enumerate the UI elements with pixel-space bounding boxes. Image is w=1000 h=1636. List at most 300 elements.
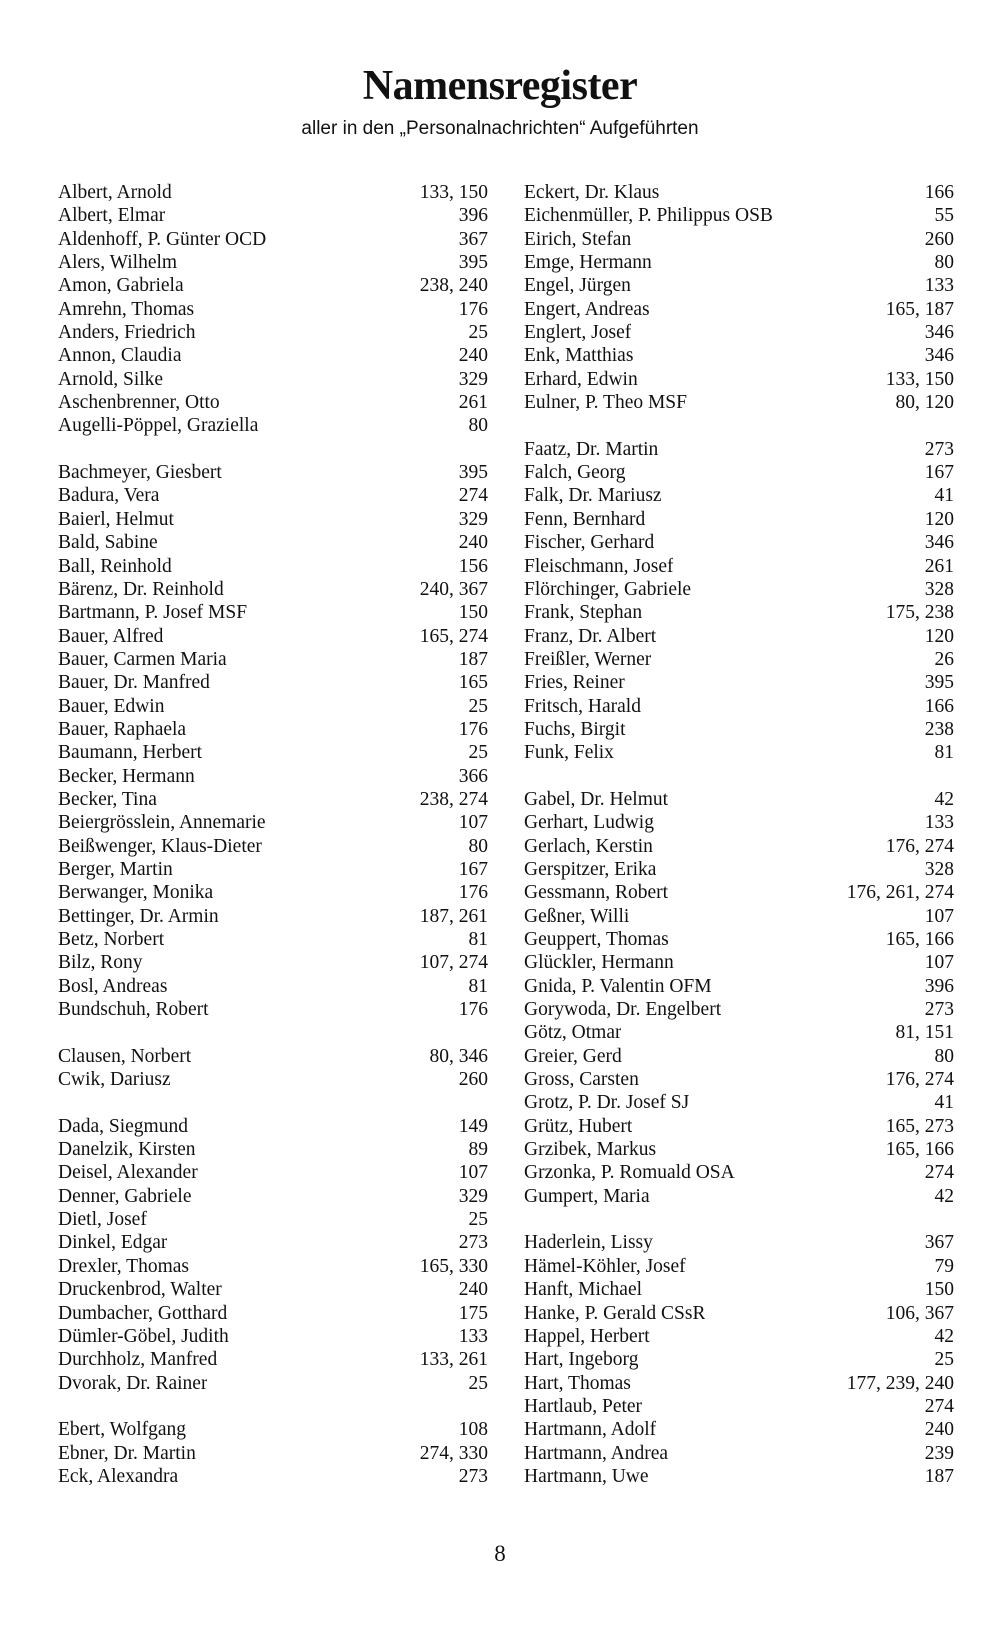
entry-pages: 273 [924,999,954,1021]
index-entry [58,975,488,998]
entry-pages: 395 [458,462,488,484]
entry-pages: 25 [468,1372,488,1394]
entry-name: Happel, Herbert [524,1325,650,1347]
entry-name: Falch, Georg [524,462,626,484]
entry-pages: 26 [934,648,954,670]
entry-name: Fuchs, Birgit [524,718,626,740]
entry-name: Berger, Martin [58,858,173,880]
entry-name: Gessmann, Robert [524,882,669,904]
entry-name: Danelzik, Kirsten [58,1139,196,1161]
entry-pages: 80 [934,252,954,274]
index-entry [58,905,488,928]
index-entry [58,1302,488,1325]
entry-pages: 329 [458,508,488,530]
entry-name: Dada, Siegmund [58,1115,188,1137]
entry-name: Freißler, Werner [524,648,652,670]
entry-pages: 274 [924,1162,954,1184]
index-entry [524,1115,954,1138]
entry-pages: 260 [458,1069,488,1091]
entry-name: Bachmeyer, Giesbert [58,462,222,484]
entry-name: Bilz, Rony [58,952,143,974]
entry-name: Eulner, P. Theo MSF [524,392,687,414]
index-entry [524,811,954,834]
entry-pages: 395 [458,252,488,274]
page-subtitle: aller in den „Personalnachrichten“ Aufgeführten [301,118,699,139]
index-entry [524,1302,954,1325]
index-column-right [524,181,954,1488]
index-entry [58,881,488,904]
entry-pages: 133, 150 [885,368,954,390]
index-entry [58,835,488,858]
entry-pages: 133 [924,275,954,297]
index-entry [58,1231,488,1254]
entry-name: Faatz, Dr. Martin [524,438,659,460]
entry-pages: 106, 367 [885,1302,954,1324]
index-entry [58,1115,488,1138]
page-title: Namensregister [362,63,638,109]
index-entry [524,1372,954,1395]
index-entry [524,695,954,718]
entry-name: Alers, Wilhelm [58,252,178,274]
index-entry [524,718,954,741]
index-entry [58,811,488,834]
entry-name: Bald, Sabine [58,532,158,554]
index-entry [524,788,954,811]
index-entry [524,1325,954,1348]
entry-name: Gerlach, Kerstin [524,835,653,857]
entry-name: Ebner, Dr. Martin [58,1442,196,1464]
entry-pages: 81 [468,929,488,950]
entry-pages: 187 [458,648,488,670]
entry-pages: 120 [924,625,954,647]
entry-pages: 328 [924,578,954,600]
entry-pages: 165, 274 [419,625,488,647]
entry-pages: 55 [934,205,954,227]
entry-pages: 273 [924,438,954,460]
entry-pages: 395 [924,672,954,694]
index-entry [58,228,488,251]
entry-pages: 238, 240 [419,275,488,297]
index-entry [524,228,954,251]
entry-pages: 42 [934,1325,954,1347]
entry-name: Bauer, Carmen Maria [58,648,227,670]
entry-pages: 329 [458,1185,488,1207]
entry-name: Hanft, Michael [524,1279,643,1301]
entry-pages: 80, 120 [895,392,954,414]
index-entry [524,461,954,484]
entry-pages: 81 [468,975,488,997]
index-entry [524,1348,954,1371]
entry-pages: 80, 346 [429,1045,488,1067]
index-entry [524,1442,954,1465]
index-entry [58,1442,488,1465]
index-entry [58,788,488,811]
index-entry [524,1395,954,1418]
entry-name: Hartmann, Uwe [524,1465,649,1487]
entry-name: Engert, Andreas [524,298,650,320]
entry-name: Englert, Josef [524,322,632,344]
entry-pages: 165, 330 [419,1255,488,1277]
index-entry [524,951,954,974]
index-entry [58,1348,488,1371]
entry-pages: 176, 274 [885,835,954,857]
entry-pages: 396 [458,205,488,227]
index-entry [58,1325,488,1348]
entry-pages: 80 [468,835,488,857]
entry-pages: 41 [934,1092,954,1114]
entry-name: Funk, Felix [524,742,614,764]
index-entry [524,1418,954,1441]
index-entry [58,1161,488,1184]
entry-pages: 260 [924,228,954,250]
entry-name: Greier, Gerd [524,1045,622,1067]
index-entry [58,344,488,367]
entry-name: Cwik, Dariusz [58,1069,171,1091]
entry-name: Anders, Friedrich [58,322,196,344]
index-entry [524,321,954,344]
entry-pages: 240 [458,345,488,367]
entry-pages: 187, 261 [419,905,488,927]
index-entry [58,531,488,554]
index-entry [524,1185,954,1208]
index-entry [524,928,954,951]
entry-pages: 167 [924,462,954,484]
index-entry [58,1138,488,1161]
index-entry [58,391,488,414]
entry-name: Dumbacher, Gotthard [58,1302,228,1324]
index-entry [524,1138,954,1161]
entry-name: Augelli-Pöppel, Graziella [58,415,259,437]
entry-name: Bauer, Edwin [58,695,165,717]
index-entry [58,508,488,531]
entry-name: Grotz, P. Dr. Josef SJ [524,1092,690,1114]
entry-name: Fritsch, Harald [524,695,641,717]
entry-name: Dümler-Göbel, Judith [58,1325,229,1347]
entry-pages: 273 [458,1232,488,1254]
entry-name: Geuppert, Thomas [524,929,669,950]
index-entry [58,765,488,788]
entry-pages: 176 [458,999,488,1021]
index-entry [524,835,954,858]
entry-pages: 346 [924,345,954,367]
index-entry [58,858,488,881]
entry-name: Glückler, Hermann [524,952,674,974]
entry-pages: 133, 261 [419,1349,488,1371]
entry-pages: 366 [458,765,488,787]
entry-name: Falk, Dr. Mariusz [524,485,662,507]
entry-name: Clausen, Norbert [58,1045,192,1067]
entry-name: Grzonka, P. Romuald OSA [524,1162,735,1184]
index-entry [524,1068,954,1091]
index-entry [58,951,488,974]
index-entry [524,881,954,904]
entry-pages: 25 [468,322,488,344]
index-entry [524,344,954,367]
entry-name: Gorywoda, Dr. Engelbert [524,999,722,1021]
entry-pages: 346 [924,532,954,554]
entry-name: Emge, Hermann [524,252,652,274]
entry-pages: 89 [468,1139,488,1161]
entry-name: Druckenbrod, Walter [58,1279,222,1301]
entry-pages: 165, 166 [885,929,954,950]
entry-pages: 81 [934,742,954,764]
entry-pages: 176, 261, 274 [846,882,954,904]
index-entry [524,625,954,648]
entry-name: Bauer, Dr. Manfred [58,672,210,694]
entry-pages: 42 [934,788,954,810]
index-entry [524,741,954,764]
index-entry [58,484,488,507]
entry-name: Becker, Tina [58,788,157,810]
index-entry [524,998,954,1021]
entry-pages: 81, 151 [895,1022,954,1044]
index-entry [524,578,954,601]
entry-pages: 80 [934,1045,954,1067]
entry-pages: 176 [458,718,488,740]
entry-name: Aschenbrenner, Otto [58,392,220,414]
entry-pages: 108 [458,1419,488,1441]
entry-name: Erhard, Edwin [524,368,638,390]
entry-name: Bosl, Andreas [58,975,168,997]
entry-pages: 133, 150 [419,182,488,203]
entry-pages: 41 [934,485,954,507]
entry-pages: 367 [924,1232,954,1254]
index-entry [58,601,488,624]
entry-pages: 79 [934,1255,954,1277]
index-entry [524,1021,954,1044]
entry-name: Durchholz, Manfred [58,1349,218,1371]
entry-pages: 240 [458,1279,488,1301]
index-entry [524,298,954,321]
entry-name: Hartmann, Adolf [524,1419,657,1441]
index-entry [58,414,488,437]
entry-name: Hartlaub, Peter [524,1395,643,1417]
index-entry [524,204,954,227]
entry-name: Eichenmüller, P. Philippus OSB [524,205,773,227]
index-entry [58,251,488,274]
entry-name: Gerhart, Ludwig [524,812,654,834]
index-entry [524,1161,954,1184]
index-entry [58,625,488,648]
entry-pages: 149 [458,1115,488,1137]
index-entry [58,1465,488,1488]
entry-pages: 167 [458,858,488,880]
index-entry [58,695,488,718]
entry-name: Arnold, Silke [58,368,164,390]
index-entry [524,274,954,297]
entry-name: Hartmann, Andrea [524,1442,669,1464]
entry-pages: 238, 274 [419,788,488,810]
index-entry [524,181,954,204]
entry-name: Baumann, Herbert [58,742,203,764]
entry-name: Hämel-Köhler, Josef [524,1255,686,1277]
entry-name: Frank, Stephan [524,602,643,624]
index-column-left [58,181,488,1488]
entry-name: Grzibek, Markus [524,1139,657,1161]
entry-name: Gerspitzer, Erika [524,858,657,880]
entry-pages: 133 [924,812,954,834]
index-entry [58,671,488,694]
entry-name: Haderlein, Lissy [524,1232,653,1254]
entry-name: Grütz, Hubert [524,1115,633,1137]
entry-name: Franz, Dr. Albert [524,625,657,647]
index-entry [58,1185,488,1208]
entry-name: Eirich, Stefan [524,228,632,250]
entry-name: Betz, Norbert [58,929,165,950]
index-entry [524,1255,954,1278]
index-entry [58,274,488,297]
entry-pages: 166 [924,182,954,203]
index-entry [524,438,954,461]
index-entry [58,1255,488,1278]
entry-name: Fischer, Gerhard [524,532,655,554]
entry-name: Enk, Matthias [524,345,634,367]
index-entry [58,648,488,671]
index-entry [58,1372,488,1395]
index-entry [58,181,488,204]
entry-pages: 166 [924,695,954,717]
index-entry [524,555,954,578]
entry-pages: 176 [458,882,488,904]
entry-name: Albert, Elmar [58,205,166,227]
index-entry [524,601,954,624]
index-entry [524,1231,954,1254]
entry-name: Annon, Claudia [58,345,182,367]
entry-name: Hanke, P. Gerald CSsR [524,1302,706,1324]
index-entry [58,1278,488,1301]
entry-name: Eck, Alexandra [58,1465,179,1487]
entry-name: Fenn, Bernhard [524,508,646,530]
index-entry [58,204,488,227]
index-entry [58,368,488,391]
entry-pages: 25 [468,695,488,717]
entry-pages: 25 [934,1349,954,1371]
index-entry [58,1045,488,1068]
entry-name: Bettinger, Dr. Armin [58,905,219,927]
entry-pages: 367 [458,228,488,250]
index-entry [58,461,488,484]
index-entry [58,928,488,951]
entry-pages: 165, 166 [885,1139,954,1161]
entry-name: Fries, Reiner [524,672,625,694]
entry-name: Fleischmann, Josef [524,555,674,577]
index-entry [58,1418,488,1441]
entry-pages: 273 [458,1465,488,1487]
entry-pages: 80 [468,415,488,437]
index-entry [524,1465,954,1488]
page-number: 8 [494,1541,506,1566]
entry-pages: 165, 187 [885,298,954,320]
index-entry [58,1068,488,1091]
entry-name: Becker, Hermann [58,765,195,787]
index-entry [524,975,954,998]
entry-name: Aldenhoff, P. Günter OCD [58,228,267,250]
index-entry [58,998,488,1021]
index-entry [58,321,488,344]
entry-pages: 177, 239, 240 [846,1372,954,1394]
entry-pages: 396 [924,975,954,997]
index-entry [58,1208,488,1231]
entry-name: Albert, Arnold [58,182,172,203]
entry-pages: 107 [924,952,954,974]
entry-name: Bauer, Raphaela [58,718,187,740]
entry-pages: 42 [934,1185,954,1207]
index-entry [58,298,488,321]
entry-pages: 238 [924,718,954,740]
entry-name: Gross, Carsten [524,1069,639,1091]
entry-name: Flörchinger, Gabriele [524,578,692,600]
entry-pages: 150 [458,602,488,624]
entry-pages: 165, 273 [885,1115,954,1137]
entry-pages: 107 [458,812,488,834]
entry-pages: 156 [458,555,488,577]
index-entry [524,1045,954,1068]
index-entry [524,484,954,507]
entry-pages: 240 [924,1419,954,1441]
entry-name: Hart, Thomas [524,1372,631,1394]
index-entry [524,531,954,554]
entry-name: Dinkel, Edgar [58,1232,168,1254]
entry-pages: 261 [924,555,954,577]
entry-name: Beißwenger, Klaus-Dieter [58,835,262,857]
entry-name: Dietl, Josef [58,1209,147,1231]
entry-name: Bärenz, Dr. Reinhold [58,578,224,600]
entry-name: Gnida, P. Valentin OFM [524,975,712,997]
index-entry [524,858,954,881]
index-entry [524,251,954,274]
index-entry [58,578,488,601]
entry-name: Geßner, Willi [524,905,630,927]
entry-pages: 239 [924,1442,954,1464]
entry-pages: 165 [458,672,488,694]
entry-pages: 329 [458,368,488,390]
entry-name: Badura, Vera [58,485,160,507]
entry-pages: 107 [458,1162,488,1184]
entry-name: Ebert, Wolfgang [58,1419,187,1441]
entry-name: Deisel, Alexander [58,1162,198,1184]
entry-name: Gabel, Dr. Helmut [524,788,669,810]
index-entry [524,905,954,928]
index-entry [524,1091,954,1114]
index-entry [524,508,954,531]
entry-pages: 187 [924,1465,954,1487]
entry-pages: 274 [924,1395,954,1417]
index-entry [58,741,488,764]
entry-pages: 176, 274 [885,1069,954,1091]
entry-pages: 120 [924,508,954,530]
entry-pages: 328 [924,858,954,880]
index-entry [524,1278,954,1301]
entry-name: Amon, Gabriela [58,275,184,297]
entry-name: Beiergrösslein, Annemarie [58,812,266,834]
entry-name: Hart, Ingeborg [524,1349,639,1371]
entry-name: Ball, Reinhold [58,555,172,577]
entry-pages: 107 [924,905,954,927]
entry-pages: 274, 330 [419,1442,488,1464]
entry-name: Dvorak, Dr. Rainer [58,1372,208,1394]
entry-name: Engel, Jürgen [524,275,631,297]
entry-pages: 261 [458,392,488,414]
entry-pages: 176 [458,298,488,320]
entry-pages: 346 [924,322,954,344]
entry-pages: 240, 367 [419,578,488,600]
index-entry [524,368,954,391]
entry-name: Bundschuh, Robert [58,999,209,1021]
index-entry [58,555,488,578]
entry-name: Berwanger, Monika [58,882,214,904]
entry-pages: 25 [468,742,488,764]
entry-name: Denner, Gabriele [58,1185,192,1207]
